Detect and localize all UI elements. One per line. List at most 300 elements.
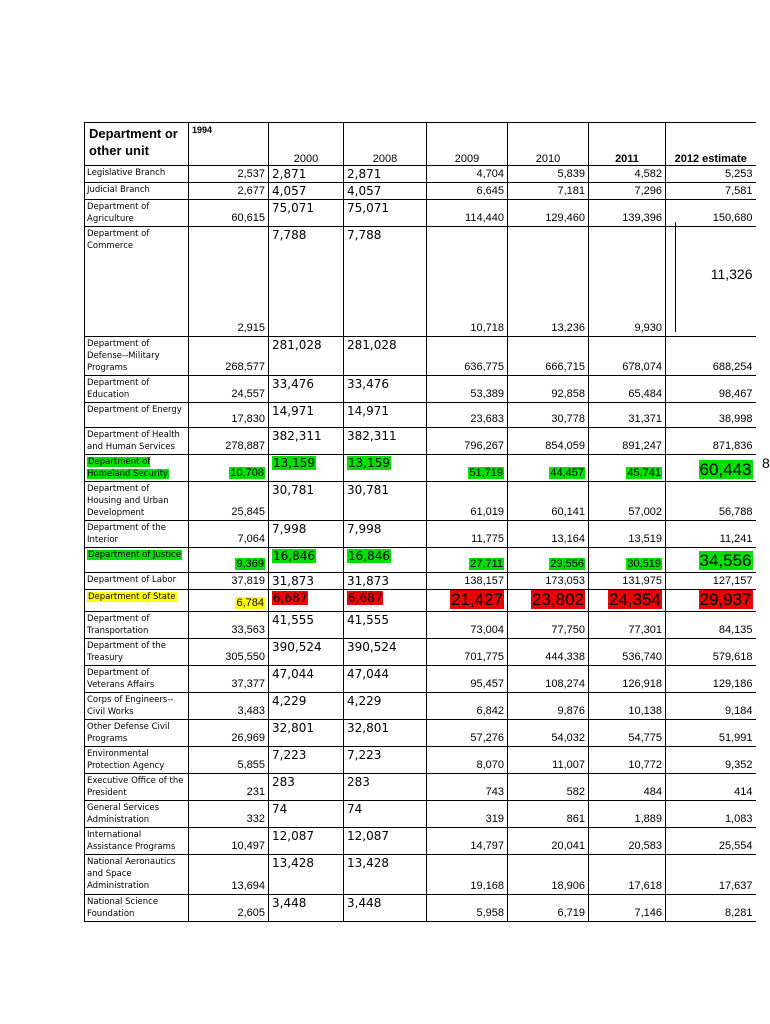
table-row bbox=[85, 895, 756, 922]
value-cell-2008 bbox=[344, 774, 427, 801]
budget-value: 31,873 bbox=[272, 574, 314, 588]
budget-value: 5,253 bbox=[724, 168, 753, 180]
budget-value: 27,711 bbox=[470, 558, 503, 570]
budget-value: 18,906 bbox=[551, 880, 585, 892]
budget-value: 138,157 bbox=[464, 575, 504, 587]
budget-value: 688,254 bbox=[712, 361, 753, 373]
value-cell-2009 bbox=[427, 895, 508, 922]
value-cell-2000 bbox=[269, 337, 344, 376]
value-cell-2008 bbox=[344, 482, 427, 521]
department-name-cell bbox=[85, 693, 189, 720]
department-name-cell bbox=[85, 855, 189, 895]
value-cell-2009 bbox=[427, 666, 508, 693]
budget-value: 41,555 bbox=[272, 613, 314, 627]
value-cell-1994 bbox=[189, 639, 269, 666]
budget-value: 3,448 bbox=[347, 896, 382, 910]
budget-value: 60,615 bbox=[231, 212, 265, 224]
value-cell-1994 bbox=[189, 720, 269, 747]
budget-value: 7,788 bbox=[272, 228, 307, 242]
header-2011: 2011 bbox=[589, 123, 666, 166]
value-cell-2008 bbox=[344, 828, 427, 855]
value-cell-2010 bbox=[508, 376, 589, 403]
budget-value: 319 bbox=[485, 813, 504, 825]
value-cell-2009 bbox=[427, 693, 508, 720]
header-row bbox=[85, 123, 756, 166]
budget-value: 743 bbox=[485, 786, 504, 798]
department-name: Judicial Branch bbox=[87, 185, 150, 195]
value-cell-2009 bbox=[427, 747, 508, 774]
value-cell-2009 bbox=[427, 801, 508, 828]
budget-value: 7,296 bbox=[634, 185, 662, 197]
header-2010: 2010 bbox=[508, 123, 589, 166]
value-cell-2008 bbox=[344, 455, 427, 482]
value-cell-2009 bbox=[427, 428, 508, 455]
department-name-cell bbox=[85, 455, 189, 482]
table-row bbox=[85, 801, 756, 828]
value-cell-2010 bbox=[508, 548, 589, 573]
value-cell-2011 bbox=[589, 183, 666, 200]
budget-value: 390,524 bbox=[347, 640, 397, 654]
value-cell-1994 bbox=[189, 590, 269, 612]
budget-value: 7,223 bbox=[347, 748, 382, 762]
budget-value: 47,044 bbox=[272, 667, 314, 681]
budget-value: 29,556 bbox=[550, 558, 584, 570]
budget-value: 33,563 bbox=[231, 624, 265, 636]
budget-value: 20,583 bbox=[628, 840, 662, 852]
header-2012: 2012 estimate bbox=[666, 123, 756, 166]
value-cell-2010 bbox=[508, 521, 589, 548]
value-cell-2012 bbox=[666, 801, 756, 828]
budget-value: 108,274 bbox=[545, 678, 585, 690]
value-cell-2012 bbox=[666, 403, 756, 428]
budget-value: 7,581 bbox=[724, 185, 753, 197]
value-cell-2000 bbox=[269, 227, 344, 337]
budget-value: 7,146 bbox=[634, 907, 662, 919]
value-cell-2010 bbox=[508, 590, 589, 612]
value-cell-2009 bbox=[427, 774, 508, 801]
value-cell-2010 bbox=[508, 895, 589, 922]
budget-value: 150,680 bbox=[712, 212, 753, 224]
header-2008: 2008 bbox=[344, 123, 427, 166]
budget-value: 32,801 bbox=[347, 721, 389, 735]
budget-value: 283 bbox=[272, 775, 295, 789]
budget-value: 871,836 bbox=[712, 440, 753, 452]
value-cell-2009 bbox=[427, 227, 508, 337]
value-cell-2009 bbox=[427, 183, 508, 200]
value-cell-2008 bbox=[344, 590, 427, 612]
value-cell-1994 bbox=[189, 774, 269, 801]
value-cell-2012 bbox=[666, 183, 756, 200]
budget-value: 131,975 bbox=[622, 575, 662, 587]
budget-value: 9,184 bbox=[724, 705, 753, 717]
budget-value: 390,524 bbox=[272, 640, 322, 654]
budget-value: 854,059 bbox=[545, 440, 585, 452]
cutoff-digit: 8 bbox=[762, 455, 770, 471]
value-cell-2009 bbox=[427, 521, 508, 548]
budget-value: 51,991 bbox=[718, 732, 753, 744]
value-cell-2008 bbox=[344, 183, 427, 200]
table-row bbox=[85, 693, 756, 720]
budget-value: 636,775 bbox=[464, 361, 504, 373]
value-cell-2009 bbox=[427, 639, 508, 666]
value-cell-1994 bbox=[189, 801, 269, 828]
budget-value: 10,772 bbox=[628, 759, 662, 771]
value-cell-2008 bbox=[344, 166, 427, 183]
value-cell-2011 bbox=[589, 828, 666, 855]
budget-value: 13,236 bbox=[551, 322, 585, 334]
budget-value: 77,750 bbox=[551, 624, 585, 636]
budget-value: 98,467 bbox=[718, 388, 753, 400]
budget-value: 4,582 bbox=[634, 168, 662, 180]
budget-value: 891,247 bbox=[622, 440, 662, 452]
budget-value: 12,087 bbox=[347, 829, 389, 843]
budget-value: 11,007 bbox=[552, 759, 585, 771]
budget-value: 4,229 bbox=[272, 694, 307, 708]
department-name: Department of Commerce bbox=[87, 229, 150, 251]
table-row bbox=[85, 521, 756, 548]
value-cell-2012 bbox=[666, 639, 756, 666]
value-cell-2008 bbox=[344, 801, 427, 828]
department-name: Department of State bbox=[88, 592, 176, 602]
value-cell-1994 bbox=[189, 895, 269, 922]
value-cell-2011 bbox=[589, 774, 666, 801]
budget-value: 536,740 bbox=[622, 651, 662, 663]
department-name: Department of the Treasury bbox=[87, 641, 166, 663]
budget-value: 332 bbox=[246, 813, 265, 825]
budget-value: 45,741 bbox=[627, 467, 661, 479]
value-cell-2010 bbox=[508, 720, 589, 747]
department-name: Department of Defense--Military Programs bbox=[87, 339, 160, 373]
value-cell-1994 bbox=[189, 747, 269, 774]
value-cell-1994 bbox=[189, 200, 269, 227]
value-cell-1994 bbox=[189, 548, 269, 573]
budget-value: 4,057 bbox=[347, 184, 382, 198]
value-cell-2012 bbox=[666, 166, 756, 183]
table-row bbox=[85, 166, 756, 183]
budget-value: 7,998 bbox=[272, 522, 307, 536]
value-cell-2008 bbox=[344, 612, 427, 639]
budget-value: 4,229 bbox=[347, 694, 382, 708]
department-name-cell bbox=[85, 403, 189, 428]
value-cell-2000 bbox=[269, 482, 344, 521]
value-cell-2011 bbox=[589, 521, 666, 548]
value-cell-2000 bbox=[269, 828, 344, 855]
table-row bbox=[85, 200, 756, 227]
department-name-cell bbox=[85, 200, 189, 227]
budget-value: 60,141 bbox=[551, 506, 585, 518]
value-cell-2009 bbox=[427, 590, 508, 612]
value-cell-2008 bbox=[344, 639, 427, 666]
budget-value: 5,958 bbox=[476, 907, 504, 919]
budget-value: 13,428 bbox=[347, 856, 389, 870]
value-cell-2008 bbox=[344, 666, 427, 693]
table-row bbox=[85, 183, 756, 200]
value-cell-2009 bbox=[427, 855, 508, 895]
value-cell-2000 bbox=[269, 376, 344, 403]
value-cell-2011 bbox=[589, 455, 666, 482]
budget-value: 21,427 bbox=[451, 590, 503, 609]
value-cell-2011 bbox=[589, 403, 666, 428]
budget-value: 281,028 bbox=[347, 338, 397, 352]
department-name: International Assistance Programs bbox=[87, 830, 176, 852]
value-cell-2012 bbox=[666, 590, 756, 612]
budget-value: 796,267 bbox=[464, 440, 504, 452]
department-name: Corps of Engineers--Civil Works bbox=[87, 695, 174, 717]
budget-value: 678,074 bbox=[622, 361, 662, 373]
department-name-cell bbox=[85, 801, 189, 828]
budget-value: 666,715 bbox=[545, 361, 585, 373]
budget-value: 1,083 bbox=[724, 813, 753, 825]
value-cell-2011 bbox=[589, 855, 666, 895]
department-name-cell bbox=[85, 573, 189, 590]
value-cell-2010 bbox=[508, 482, 589, 521]
value-cell-2012 bbox=[666, 200, 756, 227]
budget-value: 579,618 bbox=[712, 651, 753, 663]
value-cell-2008 bbox=[344, 403, 427, 428]
budget-value: 2,677 bbox=[237, 185, 265, 197]
budget-value: 65,484 bbox=[628, 388, 662, 400]
table-row bbox=[85, 403, 756, 428]
budget-value: 127,157 bbox=[712, 575, 753, 587]
value-cell-2011 bbox=[589, 227, 666, 337]
header-department: Department or other unit bbox=[85, 123, 189, 166]
value-cell-2012 bbox=[666, 376, 756, 403]
value-cell-1994 bbox=[189, 376, 269, 403]
budget-value: 382,311 bbox=[347, 429, 397, 443]
value-cell-2008 bbox=[344, 337, 427, 376]
value-cell-2009 bbox=[427, 166, 508, 183]
budget-value: 60,443 bbox=[699, 460, 752, 479]
value-cell-2000 bbox=[269, 720, 344, 747]
value-cell-2008 bbox=[344, 720, 427, 747]
department-name: Department of Housing and Urban Development bbox=[87, 484, 169, 518]
table-row bbox=[85, 548, 756, 573]
value-cell-2012 bbox=[666, 521, 756, 548]
budget-value: 19,168 bbox=[470, 880, 504, 892]
budget-value: 53,389 bbox=[470, 388, 504, 400]
value-cell-2010 bbox=[508, 801, 589, 828]
value-cell-2012 bbox=[666, 720, 756, 747]
budget-value: 701,775 bbox=[464, 651, 504, 663]
table-row bbox=[85, 573, 756, 590]
budget-value: 7,788 bbox=[347, 228, 382, 242]
value-cell-2011 bbox=[589, 428, 666, 455]
table-row bbox=[85, 639, 756, 666]
department-name-cell bbox=[85, 482, 189, 521]
budget-value: 54,032 bbox=[551, 732, 585, 744]
budget-value: 6,687 bbox=[348, 591, 383, 605]
budget-value: 3,448 bbox=[272, 896, 307, 910]
department-name-cell bbox=[85, 747, 189, 774]
header-2000: 2000 bbox=[269, 123, 344, 166]
value-cell-2000 bbox=[269, 612, 344, 639]
department-name-cell bbox=[85, 774, 189, 801]
value-cell-2008 bbox=[344, 376, 427, 403]
table-row bbox=[85, 376, 756, 403]
value-cell-2012 bbox=[666, 747, 756, 774]
value-cell-1994 bbox=[189, 855, 269, 895]
value-cell-1994 bbox=[189, 482, 269, 521]
value-cell-2000 bbox=[269, 747, 344, 774]
budget-value: 16,846 bbox=[273, 549, 315, 563]
value-cell-2008 bbox=[344, 548, 427, 573]
value-cell-2012 bbox=[666, 693, 756, 720]
value-cell-2008 bbox=[344, 521, 427, 548]
value-cell-1994 bbox=[189, 166, 269, 183]
value-cell-1994 bbox=[189, 612, 269, 639]
value-cell-2010 bbox=[508, 747, 589, 774]
budget-value: 10,708 bbox=[230, 467, 264, 479]
value-cell-1994 bbox=[189, 828, 269, 855]
department-name: National Science Foundation bbox=[87, 897, 159, 919]
value-cell-2012 bbox=[666, 828, 756, 855]
table-row bbox=[85, 227, 756, 337]
value-cell-2012 bbox=[666, 227, 756, 337]
budget-value: 6,784 bbox=[236, 597, 264, 609]
value-cell-2009 bbox=[427, 403, 508, 428]
budget-value: 13,694 bbox=[231, 880, 265, 892]
budget-value: 9,876 bbox=[557, 705, 585, 717]
value-cell-2009 bbox=[427, 548, 508, 573]
value-cell-2010 bbox=[508, 428, 589, 455]
value-cell-2009 bbox=[427, 200, 508, 227]
budget-value: 30,781 bbox=[347, 483, 389, 497]
budget-value: 30,778 bbox=[551, 413, 585, 425]
budget-value: 74 bbox=[347, 802, 363, 816]
budget-value: 268,577 bbox=[225, 361, 265, 373]
budget-value: 8,070 bbox=[476, 759, 504, 771]
budget-value: 129,186 bbox=[712, 678, 753, 690]
department-name-cell bbox=[85, 639, 189, 666]
budget-value: 57,002 bbox=[628, 506, 662, 518]
value-cell-2009 bbox=[427, 612, 508, 639]
department-name: Legislative Branch bbox=[87, 168, 166, 178]
budget-value: 17,637 bbox=[718, 880, 753, 892]
budget-value: 24,557 bbox=[231, 388, 265, 400]
department-name-cell bbox=[85, 521, 189, 548]
budget-value: 12,087 bbox=[272, 829, 314, 843]
budget-value: 17,830 bbox=[231, 413, 265, 425]
header-1994: 1994 bbox=[189, 123, 269, 166]
budget-value: 3,483 bbox=[237, 705, 265, 717]
budget-value: 13,519 bbox=[628, 533, 662, 545]
budget-value: 9,352 bbox=[724, 759, 753, 771]
value-cell-2012 bbox=[666, 895, 756, 922]
value-cell-2011 bbox=[589, 337, 666, 376]
value-cell-2000 bbox=[269, 666, 344, 693]
value-cell-2011 bbox=[589, 573, 666, 590]
department-name: Department of Transportation bbox=[87, 614, 150, 636]
budget-value: 25,554 bbox=[718, 840, 753, 852]
value-cell-2011 bbox=[589, 895, 666, 922]
value-cell-2012 bbox=[666, 612, 756, 639]
value-cell-2008 bbox=[344, 693, 427, 720]
value-cell-2011 bbox=[589, 747, 666, 774]
value-cell-2011 bbox=[589, 666, 666, 693]
value-cell-2010 bbox=[508, 200, 589, 227]
department-name: General Services Administration bbox=[87, 803, 160, 825]
value-cell-2009 bbox=[427, 573, 508, 590]
budget-value: 582 bbox=[566, 786, 585, 798]
budget-value: 2,605 bbox=[237, 907, 265, 919]
budget-value: 23,802 bbox=[532, 590, 584, 609]
value-cell-2008 bbox=[344, 855, 427, 895]
value-cell-1994 bbox=[189, 693, 269, 720]
budget-value: 41,555 bbox=[347, 613, 389, 627]
table-row bbox=[85, 590, 756, 612]
value-cell-2011 bbox=[589, 612, 666, 639]
value-cell-2012 bbox=[666, 428, 756, 455]
value-cell-2000 bbox=[269, 774, 344, 801]
budget-value: 26,969 bbox=[231, 732, 265, 744]
department-name: Department of Justice bbox=[88, 550, 181, 560]
budget-value: 861 bbox=[566, 813, 585, 825]
budget-value: 95,457 bbox=[470, 678, 504, 690]
budget-value: 484 bbox=[643, 786, 662, 798]
budget-value: 75,071 bbox=[347, 201, 389, 215]
budget-value: 25,845 bbox=[231, 506, 265, 518]
budget-value: 382,311 bbox=[272, 429, 322, 443]
budget-value: 2,871 bbox=[347, 167, 382, 181]
value-cell-2012 bbox=[666, 666, 756, 693]
budget-value: 11,241 bbox=[719, 533, 753, 545]
budget-value: 47,044 bbox=[347, 667, 389, 681]
budget-value: 14,971 bbox=[272, 404, 314, 418]
table-row bbox=[85, 855, 756, 895]
value-cell-2010 bbox=[508, 337, 589, 376]
value-cell-2012 bbox=[666, 774, 756, 801]
value-cell-2011 bbox=[589, 720, 666, 747]
budget-value: 5,855 bbox=[237, 759, 265, 771]
department-name-cell bbox=[85, 895, 189, 922]
department-name-cell bbox=[85, 666, 189, 693]
budget-value: 10,138 bbox=[628, 705, 662, 717]
value-cell-2010 bbox=[508, 183, 589, 200]
budget-value: 444,338 bbox=[545, 651, 585, 663]
budget-value: 6,842 bbox=[476, 705, 504, 717]
department-name-cell bbox=[85, 720, 189, 747]
budget-value: 6,645 bbox=[476, 185, 504, 197]
table-row bbox=[85, 666, 756, 693]
budget-value: 9,369 bbox=[236, 558, 264, 570]
budget-value: 283 bbox=[347, 775, 370, 789]
value-cell-2011 bbox=[589, 482, 666, 521]
budget-value: 139,396 bbox=[622, 212, 662, 224]
budget-value: 51,719 bbox=[469, 467, 503, 479]
budget-value: 278,887 bbox=[225, 440, 265, 452]
table-row bbox=[85, 337, 756, 376]
table-row bbox=[85, 720, 756, 747]
budget-value: 75,071 bbox=[272, 201, 314, 215]
budget-value: 2,915 bbox=[237, 322, 265, 334]
budget-value: 13,159 bbox=[273, 456, 315, 470]
department-name: Department of Health and Human Services bbox=[87, 430, 180, 452]
budget-table bbox=[84, 122, 756, 922]
value-cell-2011 bbox=[589, 801, 666, 828]
value-cell-1994 bbox=[189, 403, 269, 428]
department-name: Department of Homeland Security bbox=[87, 457, 169, 479]
department-name-cell bbox=[85, 337, 189, 376]
value-cell-1994 bbox=[189, 337, 269, 376]
value-cell-2012 bbox=[666, 482, 756, 521]
budget-value: 34,556 bbox=[699, 551, 752, 570]
value-cell-2000 bbox=[269, 693, 344, 720]
value-cell-2000 bbox=[269, 200, 344, 227]
budget-value: 57,276 bbox=[470, 732, 504, 744]
department-name: Department of Education bbox=[87, 378, 150, 400]
value-cell-2008 bbox=[344, 227, 427, 337]
budget-value: 92,858 bbox=[551, 388, 585, 400]
